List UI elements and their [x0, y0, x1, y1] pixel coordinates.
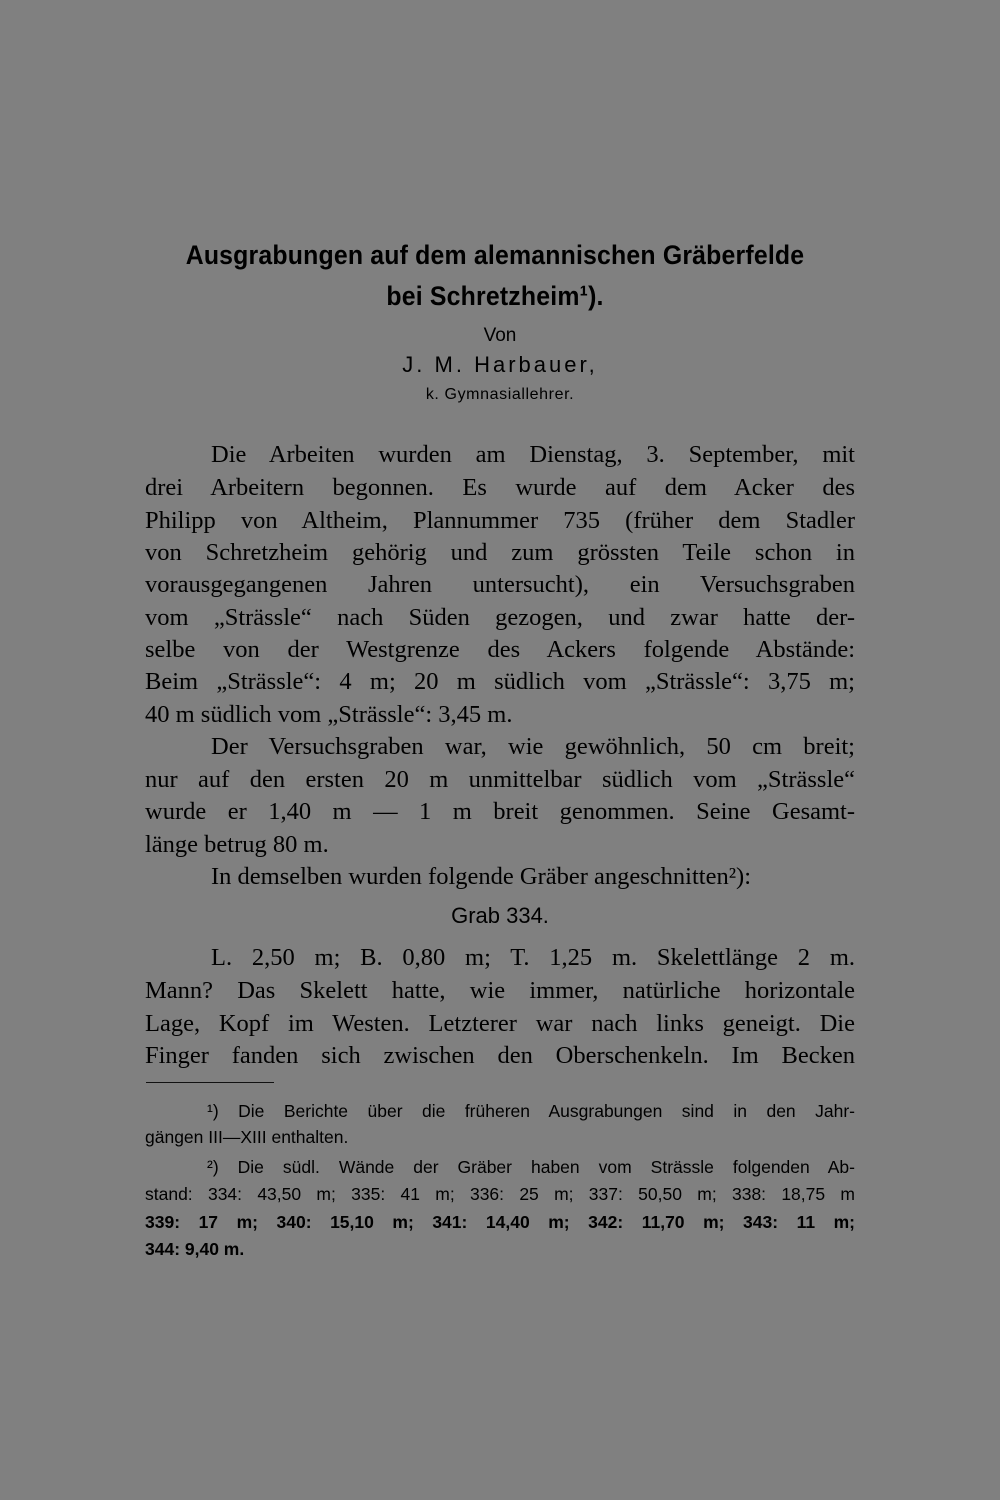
byline-von: Von — [483, 325, 517, 346]
paragraph-1-line: Die Arbeiten wurden am Dienstag, 3. September, mit — [211, 441, 855, 468]
article-title-line-2: bei Schretzheim¹). — [386, 281, 604, 311]
paragraph-2-line: Der Versuchsgraben war, wie gewöhnlich, 50 cm breit; — [211, 733, 855, 760]
footnote-2-line: ²) Die südl. Wände der Gräber haben vom Strässle folgenden Ab- — [207, 1157, 855, 1177]
author-affiliation: k. Gymnasiallehrer. — [425, 386, 575, 403]
paragraph-4-line: Mann? Das Skelett hatte, wie immer, natürliche horizontale — [145, 977, 855, 1004]
paragraph-1-line: von Schretzheim gehörig und zum grössten Teile schon in — [145, 539, 855, 566]
paragraph-1-line: vorausgegangenen Jahren untersucht), ein Versuchsgraben — [145, 571, 855, 598]
paragraph-1-line: Beim „Strässle“: 4 m; 20 m südlich vom „Strässle“: 3,75 m; — [145, 668, 855, 695]
footnote-2-line: stand: 334: 43,50 m; 335: 41 m; 336: 25 m; 337: 50,50 m; 338: 18,75 m — [145, 1184, 855, 1204]
paragraph-4-line: Finger fanden sich zwischen den Oberschenkeln. Im Becken — [145, 1042, 855, 1069]
paragraph-2-line: länge betrug 80 m. — [145, 831, 329, 858]
footnote-2-line: 344: 9,40 m. — [145, 1239, 245, 1259]
footnote-separator — [146, 1082, 274, 1083]
paragraph-1-line: Philipp von Altheim, Plannummer 735 (früher dem Stadler — [145, 507, 855, 534]
author-name: J. M. Harbauer, — [402, 352, 598, 377]
paragraph-1-line: selbe von der Westgrenze des Ackers folgende Abstände: — [145, 636, 855, 663]
footnote-1-line: ¹) Die Berichte über die früheren Ausgrabungen sind in den Jahr- — [207, 1101, 855, 1121]
paragraph-2-line: nur auf den ersten 20 m unmittelbar südlich vom „Strässle“ — [145, 766, 855, 793]
paragraph-4-line: L. 2,50 m; B. 0,80 m; T. 1,25 m. Skelettlänge 2 m. — [211, 944, 855, 971]
article-title-line-1: Ausgrabungen auf dem alemannischen Gräberfelde — [185, 240, 805, 270]
footnote-2-line: 339: 17 m; 340: 15,10 m; 341: 14,40 m; 342: 11,70 m; 343: 11 m; — [145, 1212, 855, 1232]
paragraph-1-line: 40 m südlich vom „Strässle“: 3,45 m. — [145, 701, 513, 728]
paragraph-4-line: Lage, Kopf im Westen. Letzterer war nach links geneigt. Die — [145, 1010, 855, 1037]
section-heading: Grab 334. — [451, 903, 549, 928]
paragraph-3-line: In demselben wurden folgende Gräber angeschnitten²): — [211, 863, 752, 890]
paragraph-1-line: drei Arbeitern begonnen. Es wurde auf dem Acker des — [145, 474, 855, 501]
footnote-1-line: gängen III—XIII enthalten. — [145, 1127, 349, 1147]
paragraph-1-line: vom „Strässle“ nach Süden gezogen, und zwar hatte der- — [145, 604, 855, 631]
paragraph-2-line: wurde er 1,40 m — 1 m breit genommen. Seine Gesamt- — [145, 798, 855, 825]
